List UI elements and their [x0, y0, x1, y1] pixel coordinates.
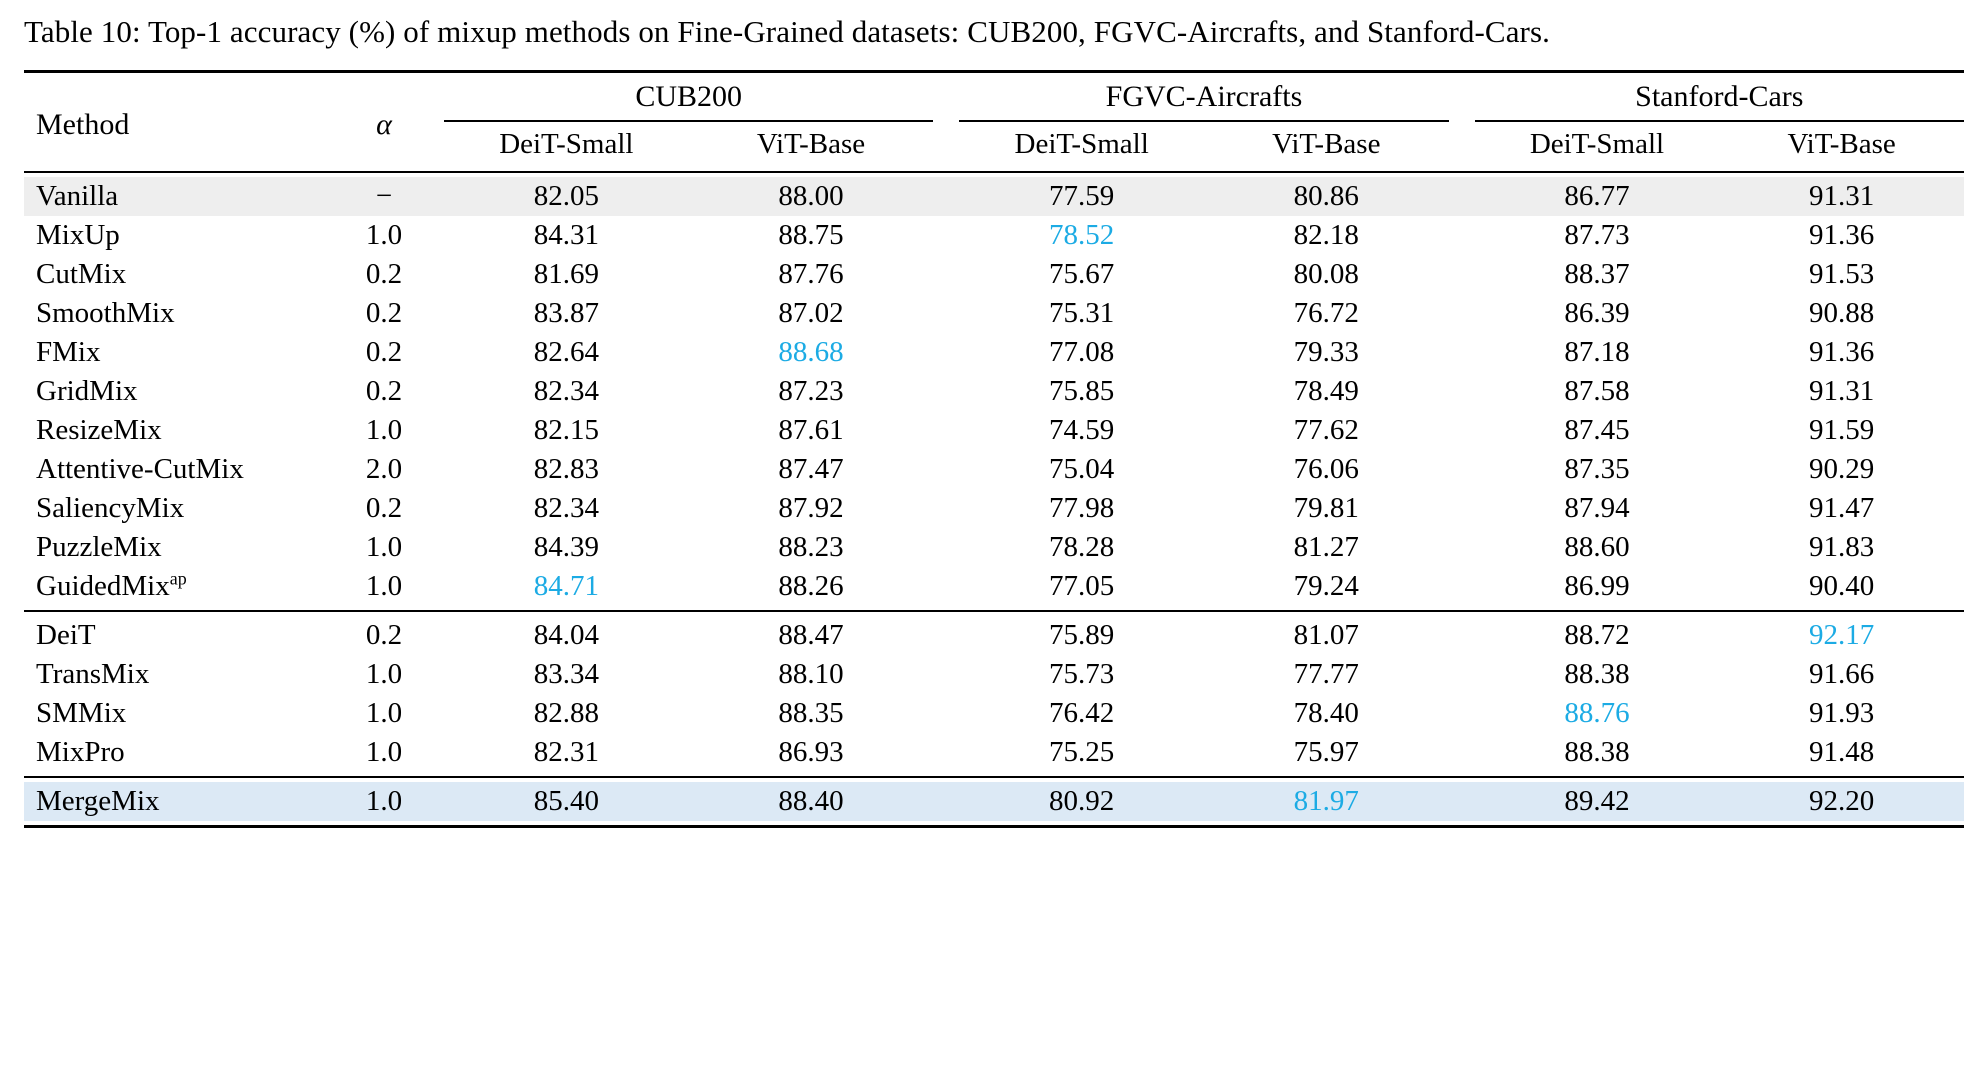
cell-value: 80.92 — [959, 782, 1204, 821]
cell-value: 83.34 — [533, 657, 599, 690]
cell-value: 83.87 — [533, 296, 599, 329]
cell-alpha: 0.2 — [365, 618, 403, 651]
cell-alpha: 1.0 — [365, 569, 403, 602]
cell-method: SaliencyMix — [36, 491, 185, 524]
column-gap — [1449, 294, 1475, 333]
cell-method: SmoothMix — [36, 296, 175, 329]
cell-method: GuidedMix$^{ap}$ — [36, 568, 187, 602]
cell-value: 76.06 — [1293, 452, 1359, 485]
cell-value: 91.47 — [1809, 491, 1875, 524]
column-gap — [1449, 616, 1475, 655]
cell-value: 79.81 — [1293, 491, 1359, 524]
table-row — [24, 782, 1964, 821]
rule-cell — [959, 825, 1204, 827]
cell-value: 84.04 — [533, 618, 599, 651]
cell-alpha: 1.0 — [365, 735, 403, 768]
results-table — [24, 70, 1964, 828]
cell-method: CutMix — [36, 257, 127, 290]
cell-value: 78.40 — [1293, 696, 1359, 729]
cell-method: MixPro — [36, 735, 125, 768]
cell-value: 82.83 — [533, 452, 599, 485]
cell-value: 88.68 — [778, 335, 844, 368]
cell-value: 88.38 — [1564, 735, 1630, 768]
cell-value: 80.86 — [1204, 177, 1449, 216]
cell-value: 92.20 — [1719, 782, 1964, 821]
col-header-method: Method — [36, 108, 130, 142]
rule-cell — [1449, 71, 1475, 80]
table-row — [24, 489, 1964, 528]
rule-cell — [1719, 71, 1964, 80]
cell-value: 75.97 — [1293, 735, 1359, 768]
column-gap — [933, 255, 959, 294]
cell-alpha: 2.0 — [365, 452, 403, 485]
column-gap — [933, 177, 959, 216]
rule-cell — [324, 825, 444, 827]
cell-value: 82.05 — [444, 177, 689, 216]
cell-value: 82.15 — [533, 413, 599, 446]
cell-value: 74.59 — [1049, 413, 1115, 446]
cell-alpha: 1.0 — [365, 530, 403, 563]
column-gap — [933, 121, 959, 171]
rule-cell — [24, 825, 324, 827]
cell-value: 75.67 — [1049, 257, 1115, 290]
cell-value: 91.83 — [1809, 530, 1875, 563]
cell-value: 88.72 — [1564, 618, 1630, 651]
cell-value: 76.72 — [1293, 296, 1359, 329]
method-superscript: ap — [169, 568, 187, 589]
cell-value: 75.31 — [1049, 296, 1115, 329]
cell-value: 88.00 — [689, 177, 934, 216]
cell-value: 77.08 — [1049, 335, 1115, 368]
column-gap — [933, 655, 959, 694]
cell-alpha: 0.2 — [365, 296, 403, 329]
column-gap — [1449, 782, 1475, 821]
cell-value: 75.04 — [1049, 452, 1115, 485]
table-row — [24, 528, 1964, 567]
cell-alpha: − — [324, 177, 444, 216]
cell-value: 87.23 — [778, 374, 844, 407]
cell-value: 91.66 — [1809, 657, 1875, 690]
cell-alpha: 1.0 — [365, 657, 403, 690]
cell-value: 88.35 — [778, 696, 844, 729]
rule-cell — [933, 71, 959, 80]
cell-value: 86.39 — [1564, 296, 1630, 329]
column-gap — [1449, 121, 1475, 171]
rule-cell — [1475, 825, 1720, 827]
cell-value: 88.60 — [1564, 530, 1630, 563]
cell-value: 78.52 — [1049, 218, 1115, 251]
column-gap — [1449, 655, 1475, 694]
column-gap — [933, 372, 959, 411]
cell-value: 77.05 — [1049, 569, 1115, 602]
cell-value: 87.92 — [778, 491, 844, 524]
cell-value: 91.59 — [1809, 413, 1875, 446]
table-row — [24, 372, 1964, 411]
column-gap — [933, 782, 959, 821]
cell-value: 91.48 — [1809, 735, 1875, 768]
cell-method: ResizeMix — [36, 413, 162, 446]
cell-value: 84.31 — [533, 218, 599, 251]
rule-cell — [1204, 71, 1449, 80]
column-gap — [933, 216, 959, 255]
cell-value: 85.40 — [444, 782, 689, 821]
cell-value: 87.45 — [1564, 413, 1630, 446]
cell-value: 82.34 — [533, 491, 599, 524]
cell-value: 78.28 — [1049, 530, 1115, 563]
cell-value: 82.88 — [533, 696, 599, 729]
rule-cell — [1475, 71, 1720, 80]
cell-value: 86.77 — [1475, 177, 1720, 216]
cell-value: 88.76 — [1564, 696, 1630, 729]
cell-value: 82.31 — [533, 735, 599, 768]
column-gap — [1449, 255, 1475, 294]
column-gap — [933, 294, 959, 333]
rule-cell — [24, 71, 324, 80]
cell-value: 81.27 — [1293, 530, 1359, 563]
col-header-stanford-cars-deit-small: DeiT-Small — [1529, 127, 1665, 160]
cell-alpha: 1.0 — [324, 782, 444, 821]
cell-value: 88.37 — [1564, 257, 1630, 290]
cell-value: 88.23 — [778, 530, 844, 563]
cell-method: MergeMix — [24, 782, 324, 821]
cell-value: 86.93 — [778, 735, 844, 768]
table-row — [24, 333, 1964, 372]
col-header-cub200-vit-base: ViT-Base — [756, 127, 866, 160]
rule-cell — [444, 825, 689, 827]
table-row — [24, 616, 1964, 655]
cell-value: 88.75 — [778, 218, 844, 251]
column-gap — [1449, 372, 1475, 411]
cell-value: 79.24 — [1293, 569, 1359, 602]
table-row — [24, 733, 1964, 772]
cell-value: 91.36 — [1809, 335, 1875, 368]
cell-value: 82.34 — [533, 374, 599, 407]
column-gap — [933, 567, 959, 606]
cell-value: 84.39 — [533, 530, 599, 563]
cell-method: DeiT — [36, 618, 96, 651]
rule-cell — [1204, 825, 1449, 827]
group-header-row — [24, 80, 1964, 118]
column-gap — [933, 528, 959, 567]
col-header-stanford-cars-vit-base: ViT-Base — [1787, 127, 1896, 160]
cell-method: MixUp — [36, 218, 120, 251]
table-row — [24, 411, 1964, 450]
cell-value: 87.35 — [1564, 452, 1630, 485]
group-header-stanford-cars: Stanford-Cars — [1635, 79, 1804, 113]
cell-value: 88.47 — [778, 618, 844, 651]
column-gap — [933, 694, 959, 733]
group-header-fgvc-aircrafts: FGVC-Aircrafts — [1105, 79, 1303, 113]
column-gap — [1449, 216, 1475, 255]
cell-value: 87.18 — [1564, 335, 1630, 368]
cell-value: 75.25 — [1049, 735, 1115, 768]
cell-value: 90.40 — [1809, 569, 1875, 602]
cell-value: 77.77 — [1293, 657, 1359, 690]
cell-value: 79.33 — [1293, 335, 1359, 368]
cell-value: 82.18 — [1293, 218, 1359, 251]
cell-value: 77.62 — [1293, 413, 1359, 446]
table-caption: Table 10: Top-1 accuracy (%) of mixup methods on Fine-Grained datasets: CUB200, FGVC-Aircrafts, and Stanford-Cars. — [24, 14, 1550, 49]
cell-value: 91.31 — [1719, 177, 1964, 216]
cell-alpha: 1.0 — [365, 696, 403, 729]
cell-value: 77.59 — [959, 177, 1204, 216]
column-gap — [1449, 694, 1475, 733]
rule-cell — [1719, 825, 1964, 827]
table-row — [24, 294, 1964, 333]
cell-value: 91.53 — [1809, 257, 1875, 290]
cell-method: GridMix — [36, 374, 138, 407]
cell-value: 88.38 — [1564, 657, 1630, 690]
cell-alpha: 0.2 — [365, 374, 403, 407]
table-bottom-rule — [24, 825, 1964, 827]
column-gap — [1449, 528, 1475, 567]
cell-value: 81.97 — [1204, 782, 1449, 821]
cell-value: 80.08 — [1293, 257, 1359, 290]
table-row — [24, 694, 1964, 733]
table-row — [24, 450, 1964, 489]
column-gap — [1449, 733, 1475, 772]
cell-value: 87.94 — [1564, 491, 1630, 524]
column-gap — [933, 733, 959, 772]
cell-method: FMix — [36, 335, 101, 368]
column-gap — [933, 616, 959, 655]
cell-method: TransMix — [36, 657, 150, 690]
cell-value: 88.10 — [778, 657, 844, 690]
rule-cell — [689, 71, 934, 80]
column-gap — [1449, 177, 1475, 216]
cell-value: 88.26 — [778, 569, 844, 602]
cell-value: 82.64 — [533, 335, 599, 368]
cell-value: 75.73 — [1049, 657, 1115, 690]
column-gap — [1449, 80, 1475, 118]
column-gap — [1449, 567, 1475, 606]
cell-value: 87.73 — [1564, 218, 1630, 251]
cell-value: 78.49 — [1293, 374, 1359, 407]
rule-cell — [689, 825, 934, 827]
cell-value: 86.99 — [1564, 569, 1630, 602]
cell-value: 91.36 — [1809, 218, 1875, 251]
cell-alpha: 1.0 — [365, 218, 403, 251]
column-gap — [933, 333, 959, 372]
cell-value: 87.47 — [778, 452, 844, 485]
cell-value: 75.85 — [1049, 374, 1115, 407]
rule-cell — [324, 71, 444, 80]
cell-value: 87.61 — [778, 413, 844, 446]
cell-value: 89.42 — [1475, 782, 1720, 821]
rule-cell — [1449, 825, 1475, 827]
column-gap — [933, 489, 959, 528]
cell-value: 91.93 — [1809, 696, 1875, 729]
cell-value: 87.02 — [778, 296, 844, 329]
cell-method: SMMix — [36, 696, 127, 729]
col-header-alpha: α — [376, 108, 392, 142]
cell-value: 87.58 — [1564, 374, 1630, 407]
cell-value: 81.69 — [533, 257, 599, 290]
cell-alpha: 0.2 — [365, 257, 403, 290]
cell-method: Vanilla — [24, 177, 324, 216]
table-row — [24, 567, 1964, 606]
cell-alpha: 0.2 — [365, 491, 403, 524]
cell-value: 76.42 — [1049, 696, 1115, 729]
table-row — [24, 177, 1964, 216]
group-header-cub200: CUB200 — [635, 79, 742, 113]
col-header-fgvc-aircrafts-vit-base: ViT-Base — [1272, 127, 1381, 160]
column-gap — [933, 411, 959, 450]
col-header-cub200-deit-small: DeiT-Small — [499, 127, 634, 160]
rule-cell — [959, 71, 1204, 80]
column-gap — [1449, 450, 1475, 489]
column-gap — [1449, 489, 1475, 528]
cell-value: 84.71 — [533, 569, 599, 602]
cell-value: 90.29 — [1809, 452, 1875, 485]
cell-value: 92.17 — [1809, 618, 1875, 651]
cell-value: 81.07 — [1293, 618, 1359, 651]
column-gap — [1449, 333, 1475, 372]
column-gap — [1449, 411, 1475, 450]
cell-alpha: 1.0 — [365, 413, 403, 446]
table-row — [24, 655, 1964, 694]
col-header-fgvc-aircrafts-deit-small: DeiT-Small — [1014, 127, 1149, 160]
table-row — [24, 255, 1964, 294]
rule-cell — [933, 825, 959, 827]
cell-value: 75.89 — [1049, 618, 1115, 651]
spacer — [24, 71, 1964, 80]
cell-alpha: 0.2 — [365, 335, 403, 368]
column-gap — [933, 80, 959, 118]
cell-value: 87.76 — [778, 257, 844, 290]
cell-value: 91.31 — [1809, 374, 1875, 407]
cell-method: PuzzleMix — [36, 530, 162, 563]
table-row — [24, 216, 1964, 255]
column-gap — [933, 450, 959, 489]
cell-value: 88.40 — [689, 782, 934, 821]
cell-value: 77.98 — [1049, 491, 1115, 524]
cell-method: Attentive-CutMix — [36, 452, 244, 485]
cell-value: 90.88 — [1809, 296, 1875, 329]
rule-cell — [444, 71, 689, 80]
